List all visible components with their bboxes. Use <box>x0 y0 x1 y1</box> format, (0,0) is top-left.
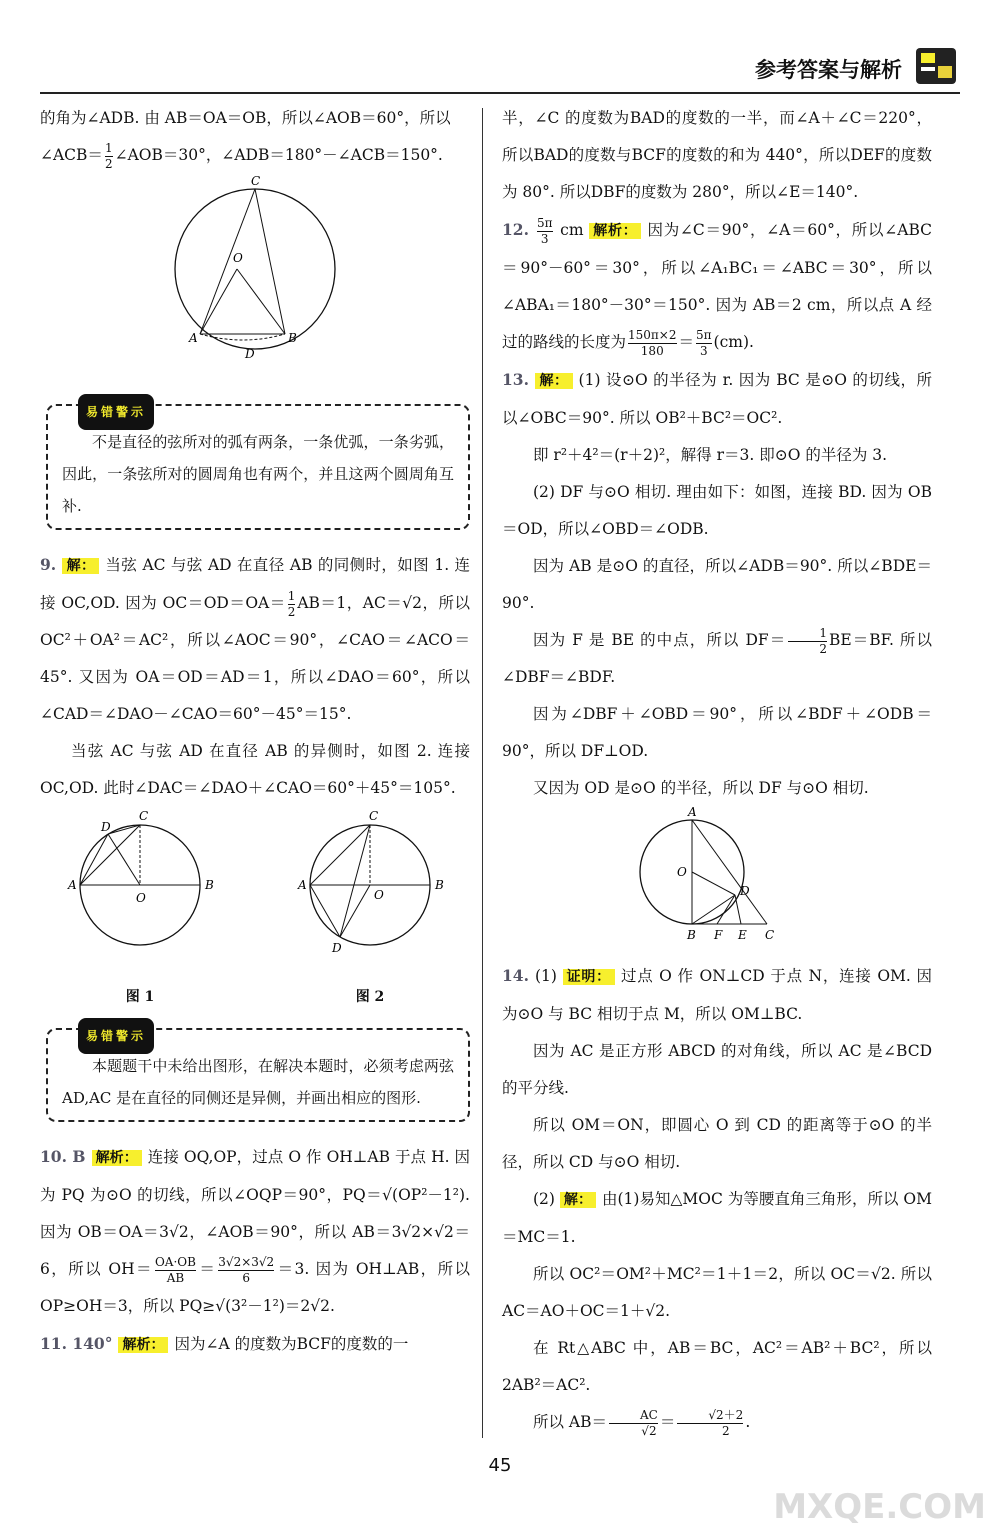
page-number: 45 <box>488 1455 512 1476</box>
answer-tag: 解析： <box>589 223 641 239</box>
figure-tangent <box>637 807 797 957</box>
fraction: $\frac{AC}{√2}$ <box>609 1408 658 1439</box>
proof-tag: 证明： <box>563 969 615 985</box>
watermark: MXQE.COM <box>773 1487 986 1527</box>
text-line: 因为 F 是 BE 的中点，所以 DF＝ $\frac{1}{2}$ BE＝BF. 所以∠DBF＝∠BDF. <box>502 625 932 686</box>
question-12: 12. $\frac{5\pi}{3}$ cm 解析： 因为∠C＝90°，∠A＝60°，所以∠ABC＝90°－60°＝30°，所以∠A₁BC₁＝∠ABC＝30°，所以∠ABA₁＝180°－30°＝150°. 因为 AB＝2 cm，所以点 A 经过的路线的长度为 $\frac{150\pi\times 2}{180}$ ＝ $\frac{5\pi}{3}$ (cm). <box>502 215 932 358</box>
warning-box <box>46 404 470 530</box>
text-line: 半，∠C 的度数为BAD的度数的一半，而∠A＋∠C＝220°，所以BAD的度数与BCF的度数的和为 440°，所以DEF的度数为 80°. 所以DBF的度数为 280°，所以∠E＝140°. <box>502 109 932 201</box>
label-b: B <box>288 331 297 345</box>
figure-circle-adb <box>165 174 345 384</box>
fraction: $\frac{5\pi}{3}$ <box>696 327 712 358</box>
question-9: 9. 解： 当弦 AC 与弦 AD 在直径 AB 的同侧时，如图 1. 连接 OC,OD. 因为 OC＝OD＝OA＝ $\frac{1}{2}$ AB＝1，AC＝√2，所以OC²＋OA²＝AC²，所以∠AOC＝90°，∠CAO＝∠ACO＝45°. 又因为 OA＝OD＝AD＝1，所以∠DAO＝60°，所以∠CAD＝∠DAO－∠CAO＝60°－45°＝15°. <box>40 555 471 723</box>
label-d: D <box>740 884 750 898</box>
answer-tag: 解析： <box>92 1150 142 1166</box>
label-o: O <box>233 251 243 265</box>
answer-tag: 解： <box>535 373 573 389</box>
page-header <box>40 40 960 94</box>
label-d: D <box>245 347 255 361</box>
label-a: A <box>298 878 307 892</box>
book-logo-icon <box>912 42 960 88</box>
figure-2 <box>270 807 470 972</box>
text-line: (2) DF 与⊙O 相切. 理由如下：如图，连接 BD. 因为 OB＝OD，所以∠OBD＝∠ODB. <box>502 483 932 538</box>
question-14: 14. (1) 证明： 过点 O 作 ON⊥CD 于点 N，连接 OM. 因为⊙O 与 BC 相切于点 M，所以 OM⊥BC. <box>502 966 933 1023</box>
question-11: 11. 140° 解析： 因为∠A 的度数为BCF的度数的一 <box>40 1334 409 1353</box>
figure-row <box>40 807 470 1008</box>
label-d: D <box>332 941 342 955</box>
answer-tag: 解： <box>560 1192 596 1208</box>
label-a: A <box>68 878 77 892</box>
right-column <box>502 100 932 1441</box>
fraction: $\frac{OA\cdot OB}{AB}$ <box>154 1254 196 1285</box>
fraction: $\frac{1}{2}$ <box>287 588 296 619</box>
figure-caption: 图 1 <box>125 989 155 1005</box>
fraction: $\frac{3√2\times 3√2}{6}$ <box>218 1254 275 1285</box>
label-d: D <box>101 820 111 834</box>
label-o: O <box>677 865 687 879</box>
warning-box <box>46 1028 470 1122</box>
figure-caption: 图 2 <box>355 989 385 1005</box>
text-line: 所以 OM＝ON，即圆心 O 到 CD 的距离等于⊙O 的半径，所以 CD 与⊙O 相切. <box>502 1116 932 1171</box>
label-b: B <box>687 928 696 942</box>
text-line: 因为∠DBF＋∠OBD＝90°，所以∠BDF＋∠ODB＝90°，所以 DF⊥OD. <box>502 705 932 760</box>
text-line: 在 Rt△ABC 中，AB＝BC，AC²＝AB²＋BC²，所以 2AB²＝AC². <box>502 1339 932 1394</box>
label-c: C <box>765 928 775 942</box>
label-c: C <box>251 174 261 188</box>
text-line: 因为 AC 是正方形 ABCD 的对角线，所以 AC 是∠BCD 的平分线. <box>502 1042 932 1097</box>
label-f: F <box>714 928 723 942</box>
text-line: 所以 AB＝ $\frac{AC}{√2}$ ＝ $\frac{√2+2}{2}$ . <box>533 1407 751 1438</box>
fraction: $\frac{5\pi}{3}$ <box>536 215 553 246</box>
figure-1 <box>40 807 240 972</box>
question-10: 10. B 解析： 连接 OQ,OP，过点 O 作 OH⊥AB 于点 H. 因为 PQ 为⊙O 的切线，所以∠OQP＝90°，PQ＝√(OP²－1²). 因为 OB＝OA＝3√2，∠AOB＝90°，所以 AB＝3√2×√2＝6，所以 OH＝ $\frac{OA\cdot OB}{AB}$ ＝ $\frac{3√2\times 3√2}{6}$ ＝3. 因为 OH⊥AB，所以OP≥OH＝3，所以 PQ≥√(3²－1²)＝2√2. <box>40 1147 471 1315</box>
question-13: 13. 解： (1) 设⊙O 的半径为 r. 因为 BC 是⊙O 的切线，所以∠OBC＝90°. 所以 OB²＋BC²＝OC². <box>502 370 932 427</box>
text-line: 的角为∠ADB. 由 AB＝OA＝OB，所以∠AOB＝60°，所以 <box>40 109 451 127</box>
fraction: $\frac{1}{2}$ <box>104 140 113 171</box>
text-line: 即 r²＋4²＝(r＋2)²，解得 r＝3. 即⊙O 的半径为 3. <box>533 446 888 464</box>
fraction: $\frac{150\pi\times 2}{180}$ <box>628 327 677 358</box>
label-e: E <box>738 928 747 942</box>
text-line: 当弦 AC 与弦 AD 在直径 AB 的异侧时，如图 2. 连接 OC,OD. 此时∠DAC＝∠DAO＋∠CAO＝60°＋45°＝105°. <box>40 742 470 797</box>
label-o: O <box>374 888 384 902</box>
text-line: (2) 解： 由(1)易知△MOC 为等腰直角三角形，所以 OM＝MC＝1. <box>502 1190 933 1246</box>
warning-text: 不是直径的弦所对的弧有两条，一条优弧，一条劣弧，因此，一条弦所对的圆周角也有两个，并且这两个圆周角互补. <box>62 433 454 515</box>
header-title: 参考答案与解析 <box>755 58 902 82</box>
column-divider <box>482 108 483 1438</box>
label-c: C <box>369 809 379 823</box>
warning-title: 易错警示 <box>78 1018 154 1054</box>
label-a: A <box>189 331 198 345</box>
label-a: A <box>688 807 697 819</box>
left-column <box>40 100 470 1364</box>
answer-tag: 解： <box>62 558 99 574</box>
warning-text: 本题题干中未给出图形，在解决本题时，必须考虑两弦 AD,AC 是在直径的同侧还是异侧，并画出相应的图形. <box>62 1057 454 1107</box>
label-b: B <box>435 878 444 892</box>
text-line: ∠ACB＝ $\frac{1}{2}$ ∠AOB＝30°，∠ADB＝180°－∠ACB＝150°. <box>40 140 443 171</box>
text-line: 所以 OC²＝OM²＋MC²＝1＋1＝2，所以 OC＝√2. 所以 AC＝AO＋OC＝1＋√2. <box>502 1265 932 1320</box>
text-line: 又因为 OD 是⊙O 的半径，所以 DF 与⊙O 相切. <box>533 779 869 797</box>
answer-tag: 解析： <box>118 1337 168 1353</box>
warning-title: 易错警示 <box>78 394 154 430</box>
label-o: O <box>136 891 146 905</box>
text-line: 因为 AB 是⊙O 的直径，所以∠ADB＝90°. 所以∠BDE＝90°. <box>502 557 932 612</box>
label-b: B <box>205 878 214 892</box>
label-c: C <box>139 809 149 823</box>
fraction: $\frac{√2+2}{2}$ <box>677 1408 743 1439</box>
fraction: $\frac{1}{2}$ <box>788 626 827 657</box>
